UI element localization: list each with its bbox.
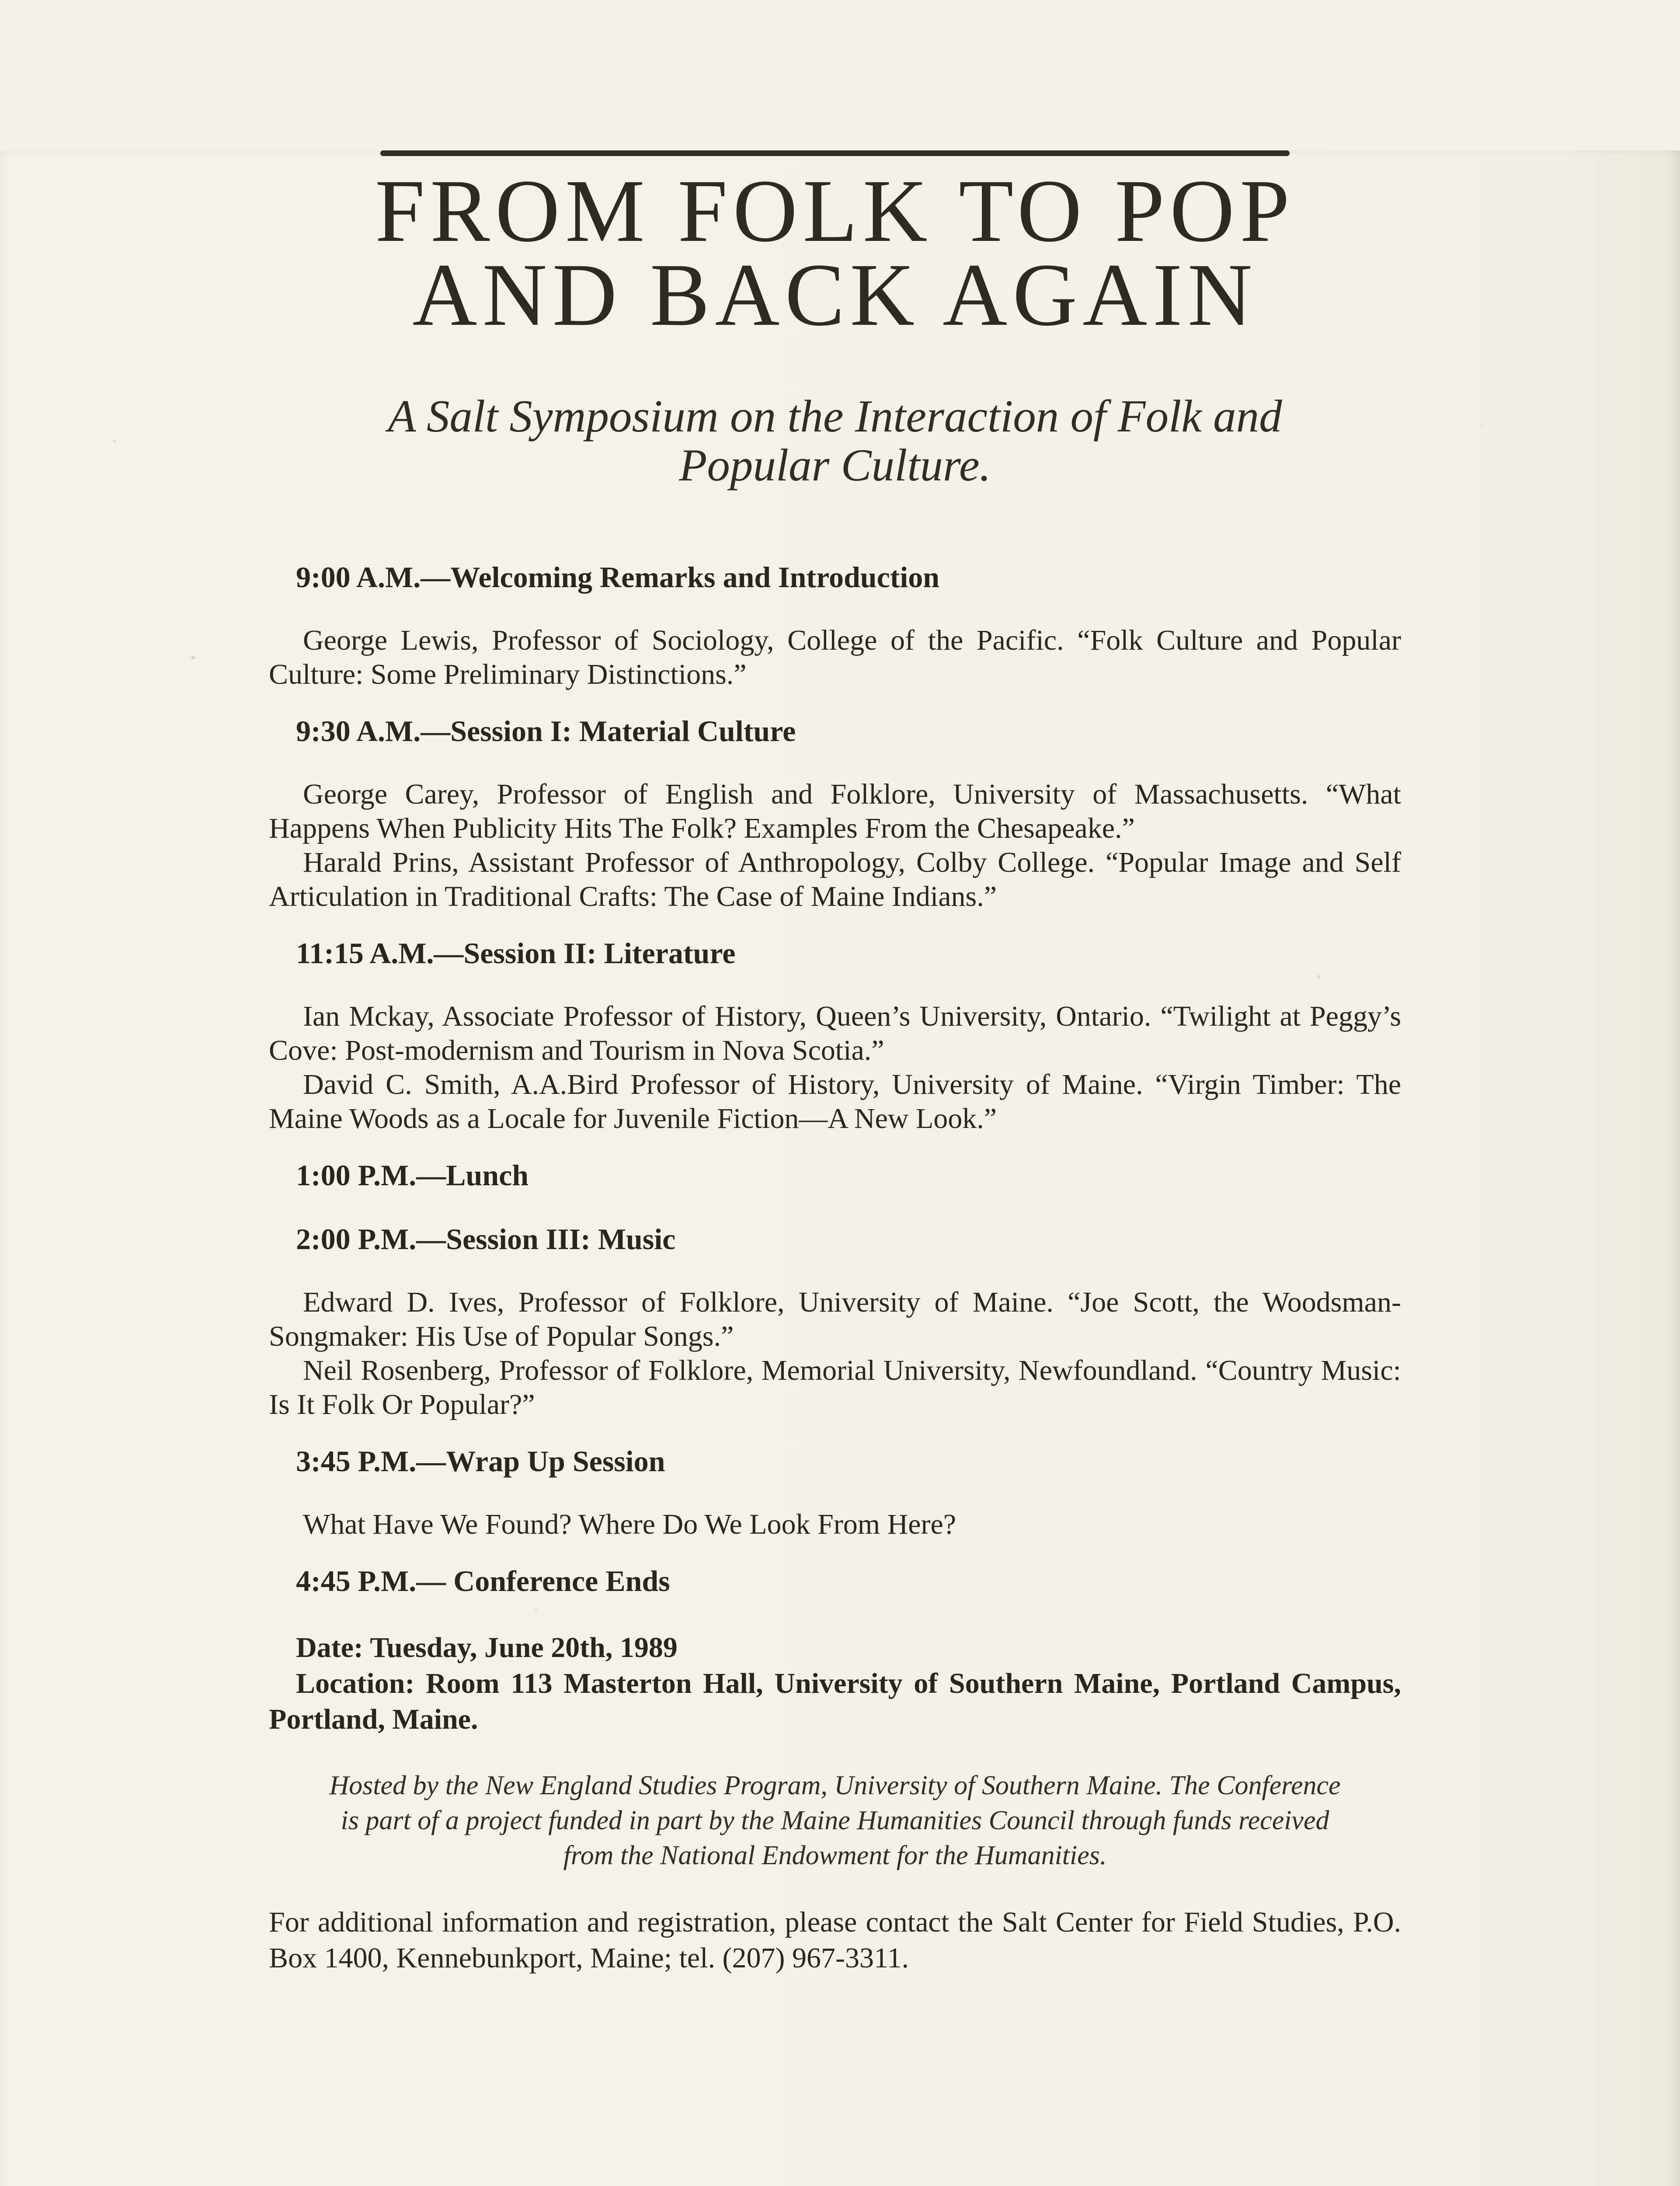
schedule-paragraph: Edward D. Ives, Professor of Folklore, University of Maine. “Joe Scott, the Woodsman-Songmaker: His Use of Popular Songs.”	[269, 1286, 1401, 1352]
program-title-line2: AND BACK AGAIN	[412, 245, 1258, 345]
hosted-note-line2: is part of a project funded in part by the Maine Humanities Council through funds received	[341, 1806, 1329, 1835]
program-subtitle	[269, 392, 1401, 490]
schedule-section-345	[269, 1444, 1401, 1542]
schedule-paragraph: Ian Mckay, Associate Professor of History, Queen’s University, Ontario. “Twilight at Peggy’s Cove: Post-modernism and Tourism in Nova Scotia.”	[269, 1000, 1401, 1066]
schedule-section-900	[269, 560, 1401, 692]
schedule-paragraph: David C. Smith, A.A.Bird Professor of History, University of Maine. “Virgin Timber: The Maine Woods as a Locale for Juvenile Fiction—A New Look.”	[269, 1069, 1401, 1135]
contact-note: For additional information and registration, please contact the Salt Center for Field Studies, P.O. Box 1400, Kennebunkport, Maine; tel. (207) 967-3311.	[269, 1906, 1401, 1974]
schedule-section-200	[269, 1222, 1401, 1422]
program-subtitle-line1: A Salt Symposium on the Interaction of Folk and	[388, 390, 1282, 442]
date-line: Date: Tuesday, June 20th, 1989	[296, 1632, 678, 1664]
schedule-paragraph: Neil Rosenberg, Professor of Folklore, Memorial University, Newfoundland. “Country Music: Is It Folk Or Popular?”	[269, 1354, 1401, 1420]
schedule-section-930	[269, 714, 1401, 914]
hosted-note-line3: from the National Endowment for the Humanities.	[563, 1841, 1107, 1870]
program-title-line1: FROM FOLK TO POP	[375, 161, 1295, 261]
schedule-section-445	[269, 1563, 1401, 1598]
schedule-paragraph: George Lewis, Professor of Sociology, College of the Pacific. “Folk Culture and Popular Culture: Some Preliminary Distinctions.”	[269, 624, 1401, 690]
schedule-paragraph: Harald Prins, Assistant Professor of Anthropology, Colby College. “Popular Image and Self Articulation in Traditional Crafts: The Case of Maine Indians.”	[269, 846, 1401, 912]
title-rule	[380, 150, 1290, 156]
scanned-program-page	[0, 150, 1680, 2186]
location-line: Location: Room 113 Masterton Hall, University of Southern Maine, Portland Campus, Portland, Maine.	[269, 1667, 1401, 1735]
schedule-heading: 3:45 P.M.—Wrap Up Session	[296, 1445, 665, 1478]
schedule-paragraph: What Have We Found? Where Do We Look From Here?	[303, 1508, 957, 1540]
schedule-heading: 4:45 P.M.— Conference Ends	[296, 1564, 670, 1598]
schedule-section-1115	[269, 936, 1401, 1136]
program-subtitle-line2: Popular Culture.	[679, 439, 991, 491]
schedule-heading: 9:00 A.M.—Welcoming Remarks and Introduction	[296, 560, 940, 594]
schedule-heading: 9:30 A.M.—Session I: Material Culture	[296, 714, 796, 748]
schedule-paragraph: George Carey, Professor of English and Folklore, University of Massachusetts. “What Happens When Publicity Hits The Folk? Examples From the Chesapeake.”	[269, 778, 1401, 844]
schedule	[269, 560, 1401, 1598]
program-title	[269, 161, 1401, 345]
hosted-note	[269, 1768, 1401, 1873]
hosted-note-line1: Hosted by the New England Studies Program, University of Southern Maine. The Conference	[329, 1771, 1341, 1800]
schedule-heading: 1:00 P.M.—Lunch	[296, 1159, 529, 1192]
schedule-heading: 2:00 P.M.—Session III: Music	[296, 1222, 676, 1256]
schedule-heading: 11:15 A.M.—Session II: Literature	[296, 936, 736, 970]
schedule-section-100	[269, 1158, 1401, 1193]
